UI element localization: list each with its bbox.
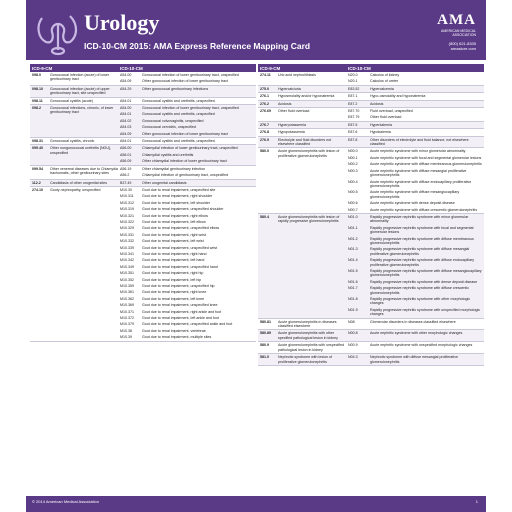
icd9-description: Gouty nephropathy, unspecified (50, 187, 101, 192)
icd10-description: Gout due to renal impairment, unspecified shoulder (142, 207, 224, 212)
icd9-description: Other nongonococcal urethritis [NGU], unspecified (50, 146, 111, 155)
icd10-code: M10.371 (120, 309, 134, 314)
icd10-mapping (348, 285, 484, 296)
icd10-description: Acute nephritic syndrome with focal and segmental glomerular lesions (370, 155, 482, 160)
icd9-description: Nephrotic syndrome with lesion of proliferative glomerulonephritis (278, 355, 332, 364)
icd10-mapping (348, 214, 484, 225)
icd10-code: E87.5 (348, 122, 358, 127)
icd9-description: Gonococcal infections, chronic, of lower genitourinary tract (50, 106, 114, 115)
page-number: 1 (475, 499, 478, 504)
icd10-description: Gonococcal vulvovaginitis, unspecified (142, 118, 204, 123)
icd10-description: Gout due to renal impairment, left wrist (142, 239, 204, 244)
icd10-code: M10.349 (120, 264, 134, 269)
icd10-description: Acute nephritic syndrome with other morphologic changes (370, 331, 463, 336)
icd10-mappings (348, 354, 484, 365)
ama-name: AMERICAN MEDICAL ASSOCIATION (440, 29, 476, 37)
icd9-code: 275.0 (260, 86, 269, 91)
icd10-description: Acute nephritic syndrome with diffuse membranous glomerulonephritis (370, 162, 482, 167)
icd10-code: N00.5 (348, 190, 358, 195)
icd9-code: 276.7 (260, 122, 269, 127)
icd10-mapping (348, 236, 484, 247)
icd10-description: Acute nephritic syndrome with diffuse mesangial proliferative glomerulonephritis (370, 168, 467, 178)
icd10-description: Rapidly progressive nephritic syndrome with other morphologic changes (370, 297, 471, 306)
icd10-mappings (120, 166, 256, 179)
icd10-description: Other gonococcal infection of lower genitourinary tract (142, 79, 228, 84)
icd10-mappings (348, 86, 484, 92)
page-subtitle: ICD-10-CM 2015: AMA Express Reference Mapping Card (84, 41, 311, 51)
icd10-description: Acute nephritic syndrome with diffuse endocapillary proliferative glomerulonephritis (370, 179, 472, 188)
icd10-description: Gout due to renal impairment, unspecified hip (142, 284, 215, 288)
icd10-code: M10.352 (120, 277, 134, 282)
icd9-description: Gonococcal cystitis (acute) (50, 98, 93, 103)
icd10-mappings (120, 145, 256, 164)
icd10-code: N00.7 (348, 207, 358, 212)
table-row (258, 330, 484, 342)
table-row (258, 214, 484, 319)
icd10-code: M10.38 (120, 328, 132, 333)
icd10-description: Gout due to renal impairment, right shoulder (142, 194, 213, 199)
icd10-code: M10.361 (120, 290, 134, 295)
icd10-code: M10.351 (120, 271, 134, 276)
icd10-mapping (348, 342, 484, 348)
table-row (258, 108, 484, 122)
icd10-description: Other chlamydial genitourinary infection (142, 166, 206, 171)
icd10-mapping (348, 93, 484, 99)
icd10-description: Gout due to renal impairment, unspecified elbow (142, 226, 220, 231)
icd9-description: Acidosis (278, 101, 292, 106)
icd10-code: N01.8 (348, 297, 358, 302)
icd9-code: 098.31 (32, 139, 43, 144)
table-row (258, 101, 484, 108)
icd10-mapping (348, 268, 484, 279)
icd10-description: Rapidly progressive nephritic syndrome with focal and segmental glomerular lesions (370, 225, 474, 235)
icd10-description: Other urogenital candidiasis (142, 180, 187, 185)
table-row (258, 137, 484, 149)
icd10-code: M10.372 (120, 316, 134, 321)
icd10-mapping (120, 172, 256, 178)
ama-logo: AMA (437, 12, 476, 28)
icd10-description: Glomerular disorders in diseases classified elsewhere (370, 319, 456, 324)
icd10-mapping (348, 330, 484, 336)
icd10-mapping (120, 180, 256, 186)
icd10-code: N01.1 (348, 225, 358, 230)
icd10-code: N20.1 (348, 79, 358, 84)
icd10-mapping (348, 101, 484, 107)
icd10-mappings (348, 101, 484, 107)
icd10-description: Gout due to renal impairment, right hip (142, 271, 204, 276)
icd10-description: Gout due to renal impairment, left hip (142, 277, 202, 282)
icd10-code: N00.8 (348, 331, 358, 336)
icd10-mapping (348, 179, 484, 190)
icd10-code: B37.49 (120, 180, 132, 185)
icd9-description: Acute glomerulonephritis with unspecified pathological lesion in kidney (278, 343, 345, 352)
icd10-description: Other gonococcal genitourinary infections (142, 86, 209, 91)
icd10-description: Rapidly progressive nephritic syndrome with diffuse crescentic glomerulonephritis (370, 286, 470, 295)
icd9-code: 276.9 (260, 137, 269, 142)
page-title: Urology (84, 10, 160, 35)
table-row (258, 72, 484, 86)
icd9-description: Gonococcal cystitis, chronic (50, 139, 95, 144)
icd10-description: Gout due to renal impairment, unspecified wrist (142, 245, 218, 250)
icd10-description: Gout due to renal impairment, left knee (142, 296, 205, 301)
icd10-code: N20.0 (348, 73, 358, 77)
icd10-code: A56.09 (120, 159, 132, 164)
icd9-code: 098.2 (32, 106, 41, 111)
table-row (30, 72, 256, 86)
icd10-mappings (120, 72, 256, 85)
icd10-mapping (120, 158, 256, 164)
icd10-description: Rapidly progressive nephritic syndrome with diffuse endocapillary proliferative glomerulonephritis (370, 258, 475, 267)
icd10-code: A54.09 (120, 79, 132, 84)
icd10-description: Gout due to renal impairment, left shoulder (142, 200, 211, 205)
icd10-description: Gonococcal cystitis and urethritis, unspecified (142, 98, 215, 103)
icd9-description: Hyposmolality and/or hyponatremia (278, 94, 335, 99)
icd10-code: A54.00 (120, 73, 132, 77)
icd10-description: Acute nephritic syndrome with diffuse mesangiocapillary glomerulonephritis (370, 190, 460, 199)
table-row (30, 138, 256, 145)
table-row (258, 122, 484, 129)
icd10-mappings (348, 108, 484, 121)
icd9-description: Acute glomerulonephritis in diseases classified elsewhere (278, 319, 337, 329)
icd10-mappings (348, 319, 484, 330)
icd10-mapping (348, 189, 484, 200)
table-row (30, 145, 256, 165)
icd9-description: Hypercalciuria (278, 86, 301, 91)
icd10-code: A54.00 (120, 106, 132, 111)
table-row (258, 354, 484, 366)
icd10-description: Gout due to renal impairment, right elbow (142, 213, 208, 218)
icd10-mappings (348, 122, 484, 128)
icd10-description: Calculus of ureter (370, 79, 399, 84)
icd10-description: Gonococcal cervicitis, unspecified (142, 125, 196, 130)
icd10-code: N08 (348, 319, 355, 324)
icd10-code: M10.359 (120, 284, 134, 288)
icd10-description: Other fluid overload (370, 115, 402, 120)
table-row (258, 342, 484, 354)
icd10-code: N01.3 (348, 247, 358, 252)
icd10-description: Rapidly progressive nephritic syndrome with diffuse mesangiocapillary glomerulonephritis (370, 269, 482, 278)
left-table-body (30, 72, 256, 342)
icd10-code: N01.6 (348, 279, 358, 284)
icd10-code: A56.01 (120, 152, 132, 157)
icd10-code: N00.6 (348, 201, 358, 206)
icd10-description: Acute nephritic syndrome with unspecified morphologic changes (370, 343, 473, 348)
icd9-header: ICD-9-CM (260, 65, 281, 71)
icd10-mappings (348, 330, 484, 341)
icd9-code: 276.2 (260, 101, 269, 106)
icd10-mapping (348, 114, 484, 120)
icd9-description: Other venereal diseases due to Chlamydia trachomatis, other genitourinary sites (50, 166, 118, 176)
icd10-code: N00.0 (348, 149, 358, 154)
icd10-mappings (348, 72, 484, 85)
table-row (30, 180, 256, 187)
icd9-code: 581.0 (260, 355, 269, 360)
icd10-mappings (348, 214, 484, 318)
icd10-description: Gout due to renal impairment, left elbow (142, 219, 206, 224)
icd10-description: Hypokalemia (370, 130, 391, 135)
icd10-mappings (348, 342, 484, 353)
icd10-code: A54.03 (120, 125, 132, 130)
icd10-description: Nephrotic syndrome with diffuse mesangial proliferative glomerulonephritis (370, 355, 459, 364)
icd10-mapping (120, 78, 256, 84)
reference-card (26, 0, 486, 512)
icd10-code: E87.1 (348, 94, 358, 99)
icd9-code: 580.4 (260, 214, 269, 219)
icd10-description: Gout due to renal impairment, right ankle and foot (142, 309, 222, 314)
icd10-description: Gout due to renal impairment, left hand (142, 258, 205, 263)
icd10-code: M10.322 (120, 219, 134, 224)
icd10-mapping (348, 78, 484, 84)
icd10-code: A54.01 (120, 98, 132, 103)
icd10-description: Hypercalcemia (370, 86, 394, 91)
icd10-description: Gout due to renal impairment, unspecified site (142, 187, 216, 192)
icd9-code: 112.2 (32, 180, 41, 185)
icd10-mapping (348, 307, 484, 318)
icd10-mappings (120, 180, 256, 186)
icd10-description: Rapidly progressive nephritic syndrome with unspecified morphologic changes (370, 307, 481, 317)
icd10-description: Acute nephritic syndrome with dense deposit disease (370, 201, 455, 206)
icd9-code: 580.0 (260, 149, 269, 154)
table-row (258, 86, 484, 93)
icd10-mapping (348, 225, 484, 236)
ama-website: amastore.com (450, 46, 476, 51)
icd10-code: A54.29 (120, 86, 132, 91)
table-row (258, 129, 484, 136)
icd10-description: Gout due to renal impairment, left ankle and foot (142, 316, 219, 321)
icd10-description: Other gonococcal infection of lower genitourinary tract (142, 131, 228, 136)
icd10-description: Gout due to renal impairment, right knee (142, 290, 207, 295)
icd10-code: N00.1 (348, 155, 358, 160)
icd10-mapping (120, 98, 256, 104)
copyright: © 2014 American Medical Association (32, 499, 99, 504)
icd10-code: M10.312 (120, 200, 134, 205)
icd9-code: 580.81 (260, 319, 271, 324)
icd9-code: 276.69 (260, 109, 271, 114)
icd9-description: Gonococcal infection (acute) of lower genitourinary tract (50, 73, 110, 82)
icd10-code: M10.379 (120, 322, 134, 327)
icd10-mapping (348, 137, 484, 148)
table-row (30, 98, 256, 105)
icd10-code: N01.7 (348, 286, 358, 291)
icd9-description: Acute glomerulonephritis with other specified pathological lesion in kidney (278, 331, 338, 340)
ama-phone: (800) 621-8335 (448, 41, 476, 46)
icd10-code: M10.329 (120, 226, 134, 231)
icd10-description: Acute nephritic syndrome with diffuse crescentic glomerulonephritis (370, 207, 477, 212)
icd9-code: 274.11 (260, 73, 271, 77)
icd10-mappings (348, 148, 484, 212)
table-row (30, 86, 256, 98)
icd9-code: 098.11 (32, 98, 43, 103)
ama-block (430, 12, 476, 51)
icd10-mappings (120, 105, 256, 137)
icd10-code: A56.00 (120, 146, 132, 151)
icd10-code: M10.362 (120, 296, 134, 301)
table-row (30, 166, 256, 180)
icd10-description: Fluid overload, unspecified (370, 109, 413, 114)
icd10-mapping (348, 168, 484, 179)
icd10-mapping (348, 296, 484, 307)
icd10-code: M10.39 (120, 335, 132, 340)
icd9-description: Other fluid overload (278, 109, 310, 114)
icd10-description: Gout due to renal impairment, unspecified hand (142, 264, 218, 269)
icd10-description: Other chlamydial infection of lower genitourinary tract (142, 159, 227, 164)
icd9-description: Hyperpotassemia (278, 122, 306, 127)
icd10-mapping (120, 334, 256, 340)
icd10-code: A54.01 (120, 139, 132, 144)
icd10-code: M10.332 (120, 239, 134, 244)
icd9-description: Acute glomerulonephritis with lesion of proliferative glomerulonephritis (278, 149, 340, 158)
icd10-description: Rapidly progressive nephritic syndrome with diffuse mesangial proliferative glomerulonephritis (370, 247, 470, 256)
icd9-code: 274.10 (32, 187, 43, 192)
icd9-description: Hypopotassemia (278, 130, 305, 135)
icd10-description: Rapidly progressive nephritic syndrome with diffuse membranous glomerulonephritis (370, 236, 474, 245)
icd10-mapping (120, 131, 256, 137)
left-column (30, 64, 256, 342)
right-table-body (258, 72, 484, 366)
icd10-code: A56.2 (120, 173, 130, 178)
icd10-mapping (348, 257, 484, 268)
icd9-description: Electrolyte and fluid disorders not elsewhere classified (278, 137, 332, 147)
icd10-description: Gout due to renal impairment, right wrist (142, 232, 206, 237)
icd10-mappings (348, 129, 484, 135)
icd10-mapping (348, 86, 484, 92)
column-header (258, 64, 484, 72)
icd10-code: A56.19 (120, 166, 132, 171)
icd10-header: ICD-10-CM (348, 65, 371, 71)
icd10-description: Gout due to renal impairment, unspecified knee (142, 303, 218, 308)
table-row (30, 187, 256, 342)
icd10-code: M10.369 (120, 303, 134, 308)
icd10-mappings (348, 93, 484, 99)
icd10-mappings (348, 137, 484, 148)
icd10-description: Gonococcal infection of lower genitourinary tract, unspecified (142, 106, 239, 111)
icd10-mappings (120, 86, 256, 97)
icd10-code: N01.4 (348, 258, 358, 263)
icd10-description: Gonococcal cystitis and urethritis, unspecified (142, 112, 215, 117)
icd9-description: Uric acid nephrolithiasis (278, 73, 316, 77)
icd9-header: ICD-9-CM (32, 65, 53, 71)
icd10-description: Chlamydial cystitis and urethritis (142, 152, 194, 157)
icd10-description: Gout due to renal impairment, vertebrae (142, 328, 206, 333)
icd10-description: Hypo-osmolality and hyponatremia (370, 94, 426, 99)
table-row (30, 105, 256, 138)
icd10-code: N00.9 (348, 343, 358, 348)
icd10-code: M10.311 (120, 194, 134, 199)
icd9-description: Gonococcal infection (acute) of upper genitourinary tract, site unspecified (50, 86, 110, 96)
icd10-code: N00.4 (348, 179, 358, 184)
icd10-code: N01.2 (348, 236, 358, 241)
icd10-code: N01.5 (348, 269, 358, 273)
icd10-description: Acute nephritic syndrome with minor glomerular abnormality (370, 149, 466, 154)
icd10-mappings (120, 98, 256, 104)
icd10-code: A54.02 (120, 118, 132, 123)
icd10-code: M10.342 (120, 258, 134, 263)
icd10-mapping (348, 354, 484, 365)
icd10-description: Gonococcal cystitis and urethritis, unspecified (142, 139, 215, 144)
icd10-code: E87.70 (348, 109, 360, 114)
table-row (258, 319, 484, 331)
icd10-code: M10.321 (120, 213, 134, 218)
icd10-code: M10.339 (120, 245, 134, 250)
column-header (30, 64, 256, 72)
icd10-code: M10.341 (120, 251, 134, 256)
icd9-code: 276.8 (260, 130, 269, 135)
icd10-mapping (348, 246, 484, 257)
icd10-code: M10.30 (120, 187, 132, 192)
icd10-code: A54.09 (120, 131, 132, 136)
icd9-code: 580.9 (260, 343, 269, 348)
icd10-code: E87.6 (348, 130, 358, 135)
icd10-description: Calculus of kidney (370, 73, 400, 77)
icd10-header: ICD-10-CM (120, 65, 143, 71)
icd10-code: E87.8 (348, 137, 358, 142)
icd10-code: E87.2 (348, 101, 358, 106)
icd10-description: Rapidly progressive nephritic syndrome with dense deposit disease (370, 279, 478, 284)
icd9-code: 276.1 (260, 94, 269, 99)
icd10-description: Gout due to renal impairment, unspecified ankle and foot (142, 322, 233, 327)
icd10-description: Gonococcal infection of lower genitourinary tract, unspecified (142, 73, 239, 77)
icd10-description: Chlamydial infection of genitourinary tract, unspecified (142, 173, 229, 178)
header-banner (26, 0, 486, 60)
icd10-mapping (348, 129, 484, 135)
icd10-description: Acidosis (370, 101, 384, 106)
icd10-description: Other disorders of electrolyte and fluid balance, not elsewhere classified (370, 137, 469, 147)
right-column (258, 64, 484, 366)
icd9-code: 580.89 (260, 331, 271, 336)
footer (26, 496, 486, 512)
icd10-mapping (348, 122, 484, 128)
icd9-description: Acute glomerulonephritis with lesion of rapidly progressive glomerulonephritis (278, 214, 340, 224)
icd10-mappings (120, 138, 256, 144)
icd9-code: 098.10 (32, 86, 43, 91)
icd10-description: Rapidly progressive nephritic syndrome with minor glomerular abnormality (370, 214, 469, 224)
icd9-code: 099.40 (32, 146, 43, 151)
icd10-mapping (120, 138, 256, 144)
icd10-code: E83.52 (348, 86, 360, 91)
icd10-mapping (120, 86, 256, 92)
icd10-code: N04.3 (348, 355, 358, 360)
icd10-code: N01.9 (348, 307, 358, 312)
icd9-code: 099.54 (32, 166, 43, 171)
icd9-description: Candidiasis of other urogenital sites (50, 180, 107, 185)
icd10-code: N01.0 (348, 214, 358, 219)
icd10-description: Gout due to renal impairment, right hand (142, 251, 207, 256)
icd10-description: Hyperkalemia (370, 122, 392, 127)
icd10-code: A54.01 (120, 112, 132, 117)
icd10-code: E87.79 (348, 115, 360, 120)
icd10-mapping (348, 207, 484, 213)
icd10-description: Gout due to renal impairment, multiple sites (142, 335, 212, 340)
urology-kidney-icon (32, 4, 84, 56)
icd10-mapping (348, 319, 484, 325)
icd10-description: Chlamydial infection of lower genitourinary tract, unspecified (142, 146, 238, 151)
icd9-code: 098.0 (32, 73, 41, 77)
icd10-mappings (120, 187, 256, 341)
icd10-code: M10.331 (120, 232, 134, 237)
icd10-code: N00.2 (348, 162, 358, 167)
icd10-code: M10.319 (120, 207, 134, 212)
table-row (258, 93, 484, 100)
icd10-code: N00.3 (348, 168, 358, 173)
table-row (258, 148, 484, 213)
